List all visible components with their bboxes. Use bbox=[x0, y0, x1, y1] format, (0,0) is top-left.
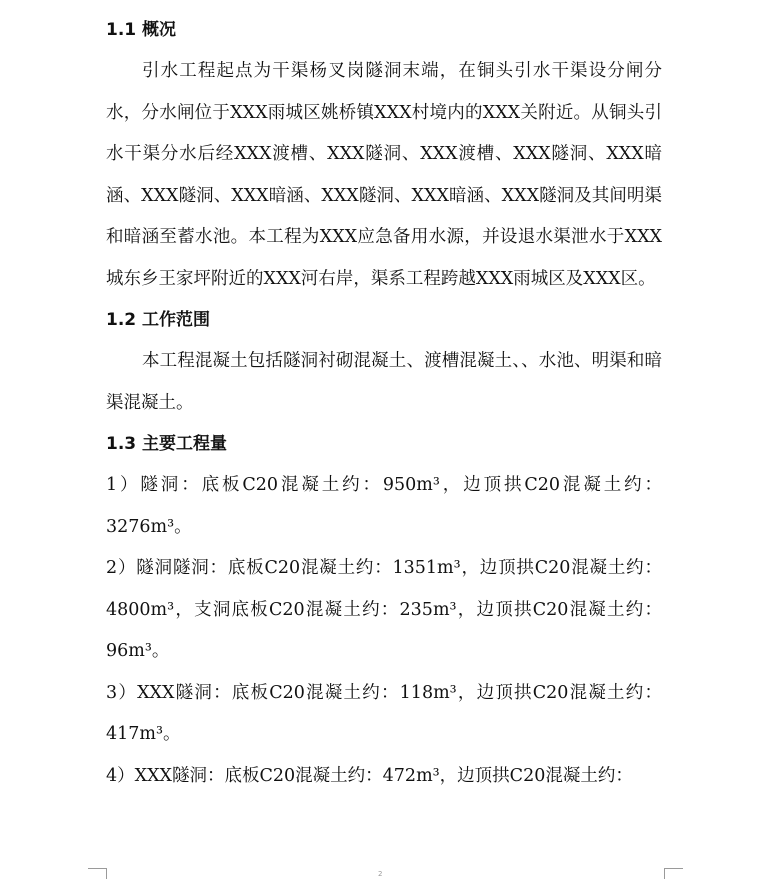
page-corner-mark-left bbox=[88, 868, 107, 879]
section-heading-scope: 1.2 工作范围 bbox=[106, 310, 211, 330]
overview-paragraph: 引水工程起点为干渠杨叉岗隧洞末端，在铜头引水干渠设分闸分水，分水闸位于XXX雨城区姚桥镇XXX村境内的XXX关附近。从铜头引水干渠分水后经XXX渡槽、XXX隧洞、XXX渡槽、XXX隧洞、XXX暗涵、XXX隧洞、XXX暗涵、XXX隧洞、XXX暗涵、XXX隧洞及其间明渠和暗涵至蓄水池。本工程为XXX应急备用水源，并设退水渠泄水于XXX城东乡王家坪附近的XXX河右岸，渠系工程跨越XXX雨城区及XXX区。 bbox=[106, 61, 662, 289]
scope-paragraph: 本工程混凝土包括隧洞衬砌混凝土、渡槽混凝土、、水池、明渠和暗渠混凝土。 bbox=[106, 351, 662, 413]
quantity-item-4: 4）XXX隧洞：底板C20混凝土约：472m³，边顶拱C20混凝土约： bbox=[106, 765, 633, 786]
page-corner-mark-right bbox=[664, 868, 683, 879]
section-heading-quantities: 1.3 主要工程量 bbox=[106, 434, 228, 454]
document-body bbox=[106, 10, 662, 797]
quantity-item-3: 3）XXX隧洞：底板C20混凝土约：118m³，边顶拱C20混凝土约：417m³。 bbox=[106, 682, 662, 744]
quantity-item-1: 1）隧洞：底板C20混凝土约：950m³，边顶拱C20混凝土约：3276m³。 bbox=[106, 475, 662, 537]
page-number: 2 bbox=[378, 870, 383, 878]
section-heading-overview: 1.1 概况 bbox=[106, 20, 177, 40]
quantity-item-2: 2）隧洞隧洞：底板C20混凝土约：1351m³，边顶拱C20混凝土约：4800m³，支洞底板C20混凝土约：235m³，边顶拱C20混凝土约：96m³。 bbox=[106, 558, 662, 661]
